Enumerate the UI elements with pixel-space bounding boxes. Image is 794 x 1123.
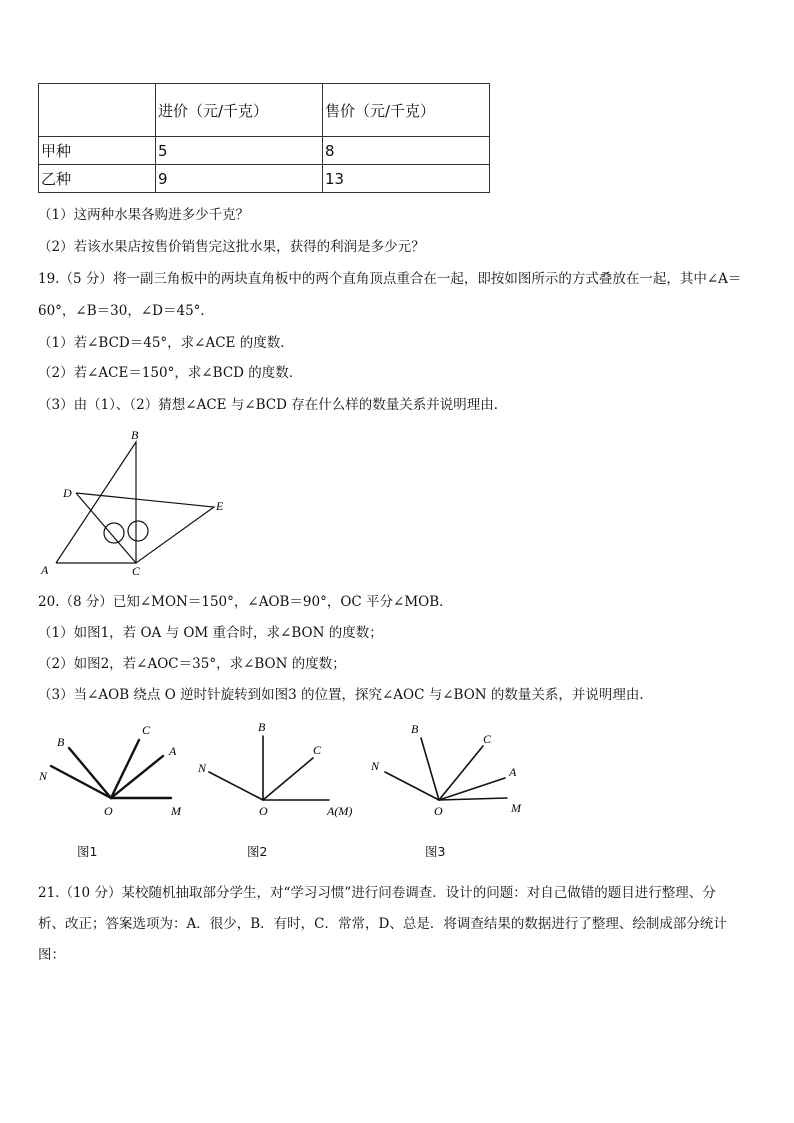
ray-oa xyxy=(111,756,163,798)
table-cell-name: 乙种 xyxy=(39,165,156,193)
caption-fig3: 图3 xyxy=(425,844,446,859)
q20-figure-1 xyxy=(35,720,195,820)
table-row xyxy=(39,165,490,193)
triangle-dce xyxy=(76,493,214,563)
label-b: B xyxy=(258,720,266,734)
label-b: B xyxy=(411,722,419,736)
table-header-row xyxy=(39,84,490,137)
label-c: C xyxy=(132,564,141,578)
ray-on xyxy=(51,766,111,798)
label-a: A xyxy=(41,563,49,577)
label-n: N xyxy=(371,759,380,773)
table-cell-name: 甲种 xyxy=(39,137,156,165)
q19-line1: 19.（5 分）将一副三角板中的两块直角板中的两个直角顶点重合在一起，即按如图所示的方式叠放在一起，其中∠A＝ xyxy=(38,271,742,287)
price-table xyxy=(38,83,490,193)
label-n: N xyxy=(198,761,207,775)
q20-sub2: （2）如图2，若∠AOC＝35°，求∠BON 的度数； xyxy=(38,656,346,672)
label-c: C xyxy=(142,723,151,737)
ray-on xyxy=(209,772,263,800)
label-o: O xyxy=(259,804,268,818)
label-c: C xyxy=(313,743,322,757)
q19-sub1: （1）若∠BCD＝45°，求∠ACE 的度数． xyxy=(38,335,294,351)
label-o: O xyxy=(104,804,113,818)
label-e: E xyxy=(216,499,224,513)
table-row xyxy=(39,137,490,165)
q20-line1: 20.（8 分）已知∠MON＝150°，∠AOB＝90°，OC 平分∠MOB． xyxy=(38,594,453,610)
triangle-abc xyxy=(56,442,136,563)
q19-sub2: （2）若∠ACE＝150°，求∠BCD 的度数． xyxy=(38,365,303,381)
q19-sub3: （3）由（1）、（2）猜想∠ACE 与∠BCD 存在什么样的数量关系并说明理由． xyxy=(38,397,508,413)
caption-fig2: 图2 xyxy=(247,844,268,859)
label-am: A(M) xyxy=(327,804,353,818)
label-b: B xyxy=(131,428,139,442)
table-header-empty xyxy=(39,84,156,137)
label-m: M xyxy=(511,801,521,815)
label-a: A xyxy=(509,765,517,779)
label-a: A xyxy=(169,744,177,758)
q21-line2: 析、改正；答案选项为：A．很少，B．有时，C．常常，D、总是．将调查结果的数据进行了整理、绘制成部分统计 xyxy=(38,916,727,932)
caption-fig1: 图1 xyxy=(77,844,98,859)
ray-oc xyxy=(263,758,313,800)
table-cell-cost: 9 xyxy=(156,165,323,193)
q18-sub1: （1）这两种水果各购进多少千克？ xyxy=(38,207,250,223)
label-b: B xyxy=(57,735,65,749)
label-m: M xyxy=(171,804,181,818)
q20-sub3: （3）当∠AOB 绕点 O 逆时针旋转到如图3 的位置，探究∠AOC 与∠BON 的数量关系，并说明理由． xyxy=(38,687,653,703)
table-cell-cost: 5 xyxy=(156,137,323,165)
ray-ob xyxy=(69,748,111,798)
label-c: C xyxy=(483,732,492,746)
label-o: O xyxy=(434,804,443,818)
q21-line1: 21.（10 分）某校随机抽取部分学生，对“学习习惯”进行问卷调查．设计的问题：对自己做错的题目进行整理、分 xyxy=(38,885,716,901)
table-header-price: 售价（元/千克） xyxy=(323,84,490,137)
right-angle-mark xyxy=(104,523,124,543)
q18-sub2: （2）若该水果店按售价销售完这批水果，获得的利润是多少元？ xyxy=(38,239,425,255)
table-cell-price: 13 xyxy=(323,165,490,193)
q20-sub1: （1）如图1，若 OA 与 OM 重合时，求∠BON 的度数； xyxy=(38,625,383,641)
q19-triangle-figure xyxy=(30,425,240,585)
ray-om xyxy=(439,798,507,800)
label-n: N xyxy=(39,769,48,783)
label-d: D xyxy=(63,486,72,500)
ray-oc xyxy=(111,740,139,798)
table-cell-price: 8 xyxy=(323,137,490,165)
ray-on xyxy=(385,772,439,800)
right-angle-mark xyxy=(128,521,148,541)
ray-ob xyxy=(421,738,439,800)
q20-figure-2 xyxy=(195,718,365,820)
q19-line2: 60°，∠B＝30，∠D＝45°． xyxy=(38,303,214,319)
q20-figure-3 xyxy=(365,718,535,820)
table-header-cost: 进价（元/千克） xyxy=(156,84,323,137)
q21-line3: 图： xyxy=(38,947,65,963)
